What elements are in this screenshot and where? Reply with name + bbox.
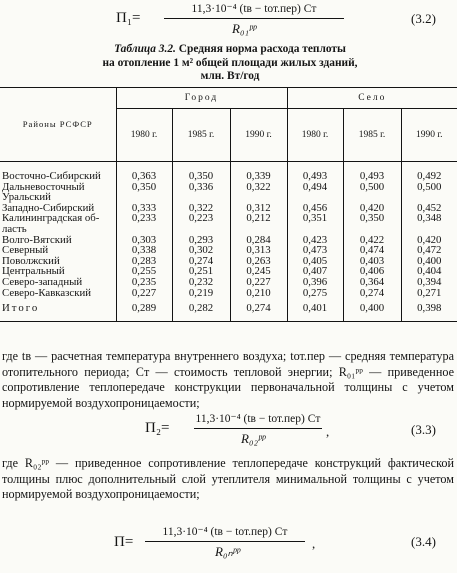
value-cell (230, 224, 287, 235)
header-village: Село (287, 88, 457, 109)
value-cell: 0,404 (417, 265, 442, 278)
region-name: Поволжский (0, 256, 116, 267)
value-cell: 0,401 (287, 299, 343, 322)
value-cell: 0,351 (287, 213, 343, 224)
value-cell: 0,452 (417, 201, 442, 214)
table-title-line-2: на отопление 1 м² общей площади жилых зданий, (102, 56, 358, 69)
value-cell: 0,283 (116, 256, 172, 267)
equation-number: (3.2) (411, 11, 436, 26)
value-cell: 0,263 (230, 256, 287, 267)
region-name: Западно-Сибирский (0, 203, 116, 214)
value-cell (172, 224, 230, 235)
value-cell: 0,322 (230, 182, 287, 193)
formula-numerator: 11,3·10⁻⁴ (tв − tот.пер) Cт (162, 526, 288, 538)
value-cell: 0,235 (116, 277, 172, 288)
paragraph-definitions-2 (2, 456, 454, 503)
header-year: 1990 г. (230, 109, 287, 162)
formula-lhs: П= (114, 534, 134, 550)
value-cell: 0,302 (172, 245, 230, 256)
formula-denominator: R₀₂ᵖᵖ (241, 431, 266, 446)
value-cell: 0,313 (230, 245, 287, 256)
value-cell: 0,274 (343, 288, 401, 299)
value-cell: 0,289 (116, 299, 172, 322)
table-caption (30, 43, 430, 84)
value-cell (343, 224, 401, 235)
value-cell: 0,251 (172, 266, 230, 277)
value-cell: 0,500 (343, 182, 401, 193)
header-year: 1985 г. (343, 109, 401, 162)
region-name: ласть (0, 224, 116, 235)
value-cell: 0,274 (230, 299, 287, 322)
value-cell: 0,350 (343, 213, 401, 224)
table-row (0, 213, 457, 224)
value-cell: 0,338 (116, 245, 172, 256)
value-cell: 0,348 (417, 212, 442, 225)
value-cell (287, 224, 343, 235)
value-cell: 0,403 (343, 256, 401, 267)
value-cell: 0,336 (172, 182, 230, 193)
value-cell (116, 224, 172, 235)
value-cell: 0,398 (417, 302, 442, 315)
value-cell: 0,493 (343, 162, 401, 182)
paragraph-definitions-1 (2, 349, 454, 411)
region-name: Калининградская об- (0, 213, 116, 224)
value-cell: 0,405 (287, 256, 343, 267)
value-cell: 0,274 (172, 256, 230, 267)
table-title-line-3: млн. Вт/год (200, 70, 260, 82)
region-name: Северо-Кавказский (0, 288, 116, 299)
region-name: Северный (0, 245, 116, 256)
fraction-bar (164, 18, 344, 19)
value-cell: 0,210 (230, 288, 287, 299)
table-row (0, 235, 457, 246)
value-cell: 0,227 (230, 277, 287, 288)
value-cell: 0,420 (343, 203, 401, 214)
value-cell: 0,293 (172, 235, 230, 246)
table-row (0, 256, 457, 267)
value-cell: 0,494 (287, 182, 343, 193)
value-cell: 0,420 (417, 233, 442, 246)
fraction-bar (145, 541, 305, 542)
table-row-total (0, 299, 457, 322)
formula-comma: , (312, 536, 316, 551)
heat-consumption-table (0, 87, 457, 322)
value-cell: 0,350 (172, 162, 230, 182)
table-row (0, 162, 457, 182)
formula-3-3 (0, 411, 457, 455)
value-cell: 0,282 (172, 299, 230, 322)
value-cell: 0,394 (417, 275, 442, 288)
table-row (0, 245, 457, 256)
region-name: Волго-Вятский (0, 235, 116, 246)
table-label: Таблица 3.2. (114, 43, 176, 55)
value-cell: 0,322 (172, 203, 230, 214)
value-cell: 0,423 (287, 235, 343, 246)
value-cell: 0,303 (116, 235, 172, 246)
value-cell: 0,223 (172, 213, 230, 224)
table-title: Средняя норма расхода теплоты (178, 43, 346, 55)
value-cell: 0,364 (343, 277, 401, 288)
value-cell: 0,406 (343, 266, 401, 277)
header-year: 1985 г. (172, 109, 230, 162)
header-year: 1980 г. (287, 109, 343, 162)
formula-lhs: П₂= (145, 420, 170, 436)
table-row (0, 182, 457, 193)
value-cell (401, 224, 457, 235)
value-cell: 0,500 (417, 180, 442, 193)
equation-number: (3.4) (411, 534, 436, 549)
value-cell: 0,312 (230, 203, 287, 214)
value-cell: 0,233 (116, 213, 172, 224)
value-cell: 0,363 (116, 162, 172, 182)
region-name: Восточно-Сибирский (0, 162, 116, 182)
value-cell: 0,275 (287, 288, 343, 299)
value-cell: 0,472 (417, 244, 442, 257)
header-year: 1990 г. (401, 109, 457, 162)
value-cell: 0,227 (116, 288, 172, 299)
paragraph-text: где tв — расчетная температура внутреннего воздуха; tот.пер — средняя температура отопительного периода; Cт — стоимость тепловой энергии; R₀₁ᵖᵖ — приведенное сопротивление теплопередаче конструкции первоначальной толщины с учетом нормируемой воздухопроницаемости; (2, 349, 454, 410)
region-name: Уральский (0, 192, 116, 203)
region-name: Центральный (0, 266, 116, 277)
formula-comma: , (326, 424, 330, 439)
fraction-bar (194, 428, 322, 429)
value-cell: 0,473 (287, 245, 343, 256)
region-name: Итого (0, 299, 116, 322)
value-cell: 0,245 (230, 266, 287, 277)
value-cell: 0,456 (287, 203, 343, 214)
formula-denominator: R₀₁ᵖᵖ (232, 21, 257, 36)
header-city: Город (116, 88, 287, 109)
value-cell: 0,255 (116, 266, 172, 277)
value-cell: 0,219 (172, 288, 230, 299)
formula-denominator: R₀ₙᵖᵖ (215, 544, 240, 559)
region-name: Северо-западный (0, 277, 116, 288)
header-region: Районы РСФСР (0, 88, 116, 162)
value-cell: 0,493 (287, 162, 343, 182)
value-cell: 0,400 (343, 299, 401, 322)
value-cell: 0,232 (172, 277, 230, 288)
table-row (0, 224, 457, 235)
formula-3-2 (0, 0, 457, 44)
region-name: Дальневосточный (0, 182, 116, 193)
table-row (0, 288, 457, 299)
value-cell: 0,350 (116, 182, 172, 193)
formula-numerator: 11,3·10⁻⁴ (tв − tот.пер) Cт (191, 3, 317, 15)
value-cell: 0,333 (116, 203, 172, 214)
formula-lhs: П₁= (116, 10, 141, 26)
value-cell: 0,407 (287, 266, 343, 277)
value-cell: 0,474 (343, 245, 401, 256)
value-cell: 0,271 (417, 286, 442, 299)
table-row (0, 277, 457, 288)
value-cell: 0,422 (343, 235, 401, 246)
value-cell: 0,212 (230, 213, 287, 224)
value-cell: 0,339 (230, 162, 287, 182)
formula-3-4 (0, 519, 457, 563)
value-cell: 0,396 (287, 277, 343, 288)
header-year: 1980 г. (116, 109, 172, 162)
value-cell: 0,492 (417, 170, 442, 182)
value-cell: 0,284 (230, 235, 287, 246)
paragraph-text: где R₀₂ᵖᵖ — приведенное сопротивление теплопередаче конструкций фактической толщины плюс дополнительный слой утеплителя минимальной толщины с учетом нормируемой воздухопроницаемости; (2, 456, 454, 501)
formula-numerator: 11,3·10⁻⁴ (tв − tот.пер) Cт (195, 413, 321, 425)
equation-number: (3.3) (411, 422, 436, 437)
table-body (0, 162, 457, 322)
value-cell: 0,400 (417, 254, 442, 267)
